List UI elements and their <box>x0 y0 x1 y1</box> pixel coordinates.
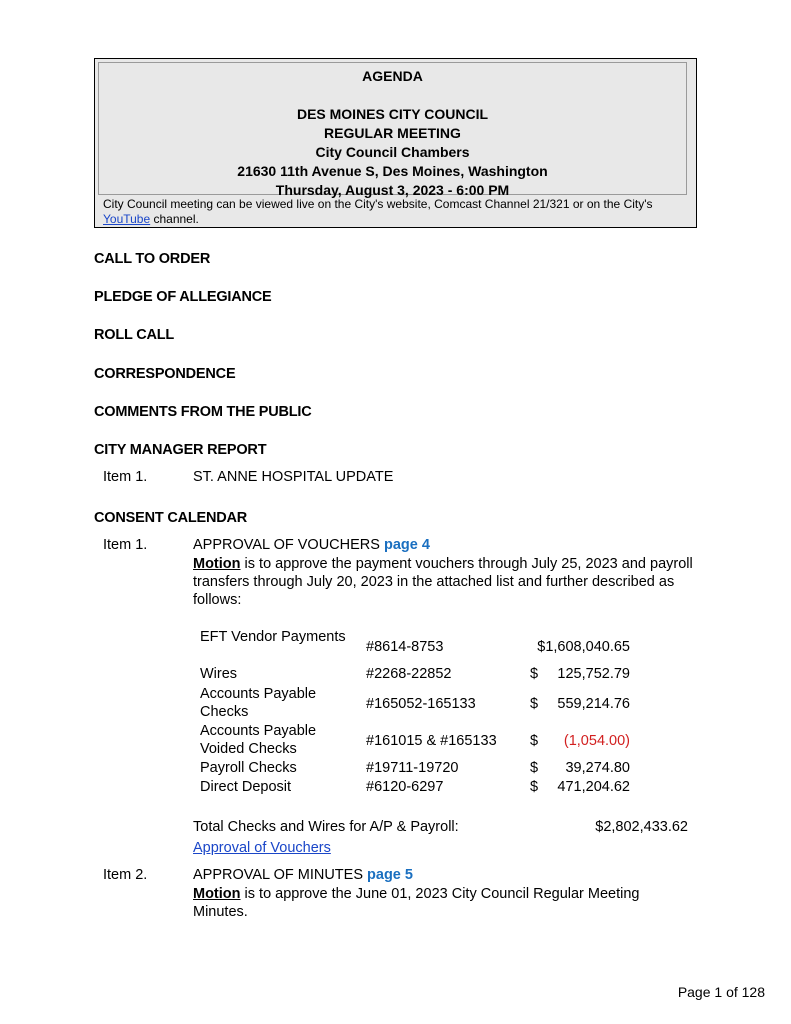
cm-item-label: Item 1. <box>103 469 148 485</box>
total-amount: $2,802,433.62 <box>595 819 688 835</box>
voucher-dollar: $ <box>530 733 539 749</box>
voucher-name: Accounts Payable Voided Checks <box>200 723 317 757</box>
motion-text: is to approve the payment vouchers through July 25, 2023 and payroll transfers through July 20, 2023 in the attached list and further described as follows: <box>193 556 693 608</box>
consent-item1-title-text: APPROVAL OF VOUCHERS <box>193 537 384 553</box>
voucher-row <box>200 628 640 664</box>
voucher-dollar: $ <box>530 760 539 776</box>
voucher-total <box>193 818 688 836</box>
voucher-row <box>200 778 640 796</box>
voucher-amount: 39,274.80 <box>565 760 630 776</box>
voucher-amount: $1,608,040.65 <box>537 639 630 655</box>
viewing-info <box>103 197 688 227</box>
viewing-text-1: City Council meeting can be viewed live on the City's website, Comcast Channel 21/321 or on the City's <box>103 197 653 211</box>
voucher-dollar: $ <box>530 696 539 712</box>
voucher-row <box>200 665 640 683</box>
voucher-name: Accounts Payable Checks <box>200 686 317 720</box>
consent-item2-page-link[interactable]: page 5 <box>367 867 413 883</box>
voucher-range: #19711-19720 <box>366 760 459 776</box>
voucher-range: #8614-8753 <box>366 639 444 655</box>
meeting-address: 21630 11th Avenue S, Des Moines, Washington <box>237 163 548 179</box>
voucher-range: #6120-6297 <box>366 779 444 795</box>
voucher-row <box>200 722 640 758</box>
heading-roll-call: ROLL CALL <box>94 327 175 343</box>
heading-city-manager-report: CITY MANAGER REPORT <box>94 442 267 458</box>
heading-consent-calendar: CONSENT CALENDAR <box>94 510 248 526</box>
voucher-name: Direct Deposit <box>200 779 292 795</box>
voucher-dollar: $ <box>530 666 539 682</box>
approval-of-vouchers-link[interactable]: Approval of Vouchers <box>193 840 331 856</box>
heading-pledge: PLEDGE OF ALLEGIANCE <box>94 289 272 305</box>
meeting-datetime: Thursday, August 3, 2023 - 6:00 PM <box>275 182 510 198</box>
motion-text: is to approve the June 01, 2023 City Council Regular Meeting Minutes. <box>193 886 640 920</box>
motion-label: Motion <box>193 556 241 572</box>
voucher-name: Wires <box>200 666 238 682</box>
voucher-row <box>200 685 640 721</box>
consent-item2-title-text: APPROVAL OF MINUTES <box>193 867 368 883</box>
consent-item1-motion <box>193 555 693 609</box>
agenda-title: AGENDA <box>362 68 423 84</box>
agenda-header-box <box>94 58 697 228</box>
heading-correspondence: CORRESPONDENCE <box>94 366 236 382</box>
voucher-range: #165052-165133 <box>366 696 476 712</box>
voucher-amount: 471,204.62 <box>557 779 630 795</box>
voucher-amount: 125,752.79 <box>557 666 630 682</box>
voucher-dollar: $ <box>530 779 539 795</box>
voucher-amount: (1,054.00) <box>563 733 630 749</box>
council-name: DES MOINES CITY COUNCIL <box>296 106 489 122</box>
total-label: Total Checks and Wires for A/P & Payroll: <box>193 819 459 835</box>
consent-item1-title <box>193 536 430 554</box>
consent-item1-page-link[interactable]: page 4 <box>383 537 430 553</box>
consent-item2-label: Item 2. <box>103 867 148 883</box>
voucher-range: #2268-22852 <box>366 666 452 682</box>
viewing-text-2: channel. <box>150 212 199 226</box>
meeting-location: City Council Chambers <box>315 144 470 160</box>
page-number: Page 1 of 128 <box>677 984 765 1000</box>
consent-item1-label: Item 1. <box>103 537 148 553</box>
agenda-header-inner <box>98 62 687 198</box>
youtube-link[interactable]: YouTube <box>103 212 151 226</box>
heading-call-to-order: CALL TO ORDER <box>94 251 211 267</box>
motion-label: Motion <box>193 886 241 902</box>
consent-item2-title <box>193 866 413 884</box>
meeting-type: REGULAR MEETING <box>324 125 461 141</box>
voucher-name: EFT Vendor Payments <box>200 629 346 645</box>
voucher-name: Payroll Checks <box>200 760 297 776</box>
heading-public-comments: COMMENTS FROM THE PUBLIC <box>94 404 312 420</box>
voucher-row <box>200 759 640 777</box>
consent-item2-motion <box>193 885 693 921</box>
cm-item-title: ST. ANNE HOSPITAL UPDATE <box>193 469 394 485</box>
voucher-amount: 559,214.76 <box>557 696 630 712</box>
voucher-range: #161015 & #165133 <box>366 733 497 749</box>
